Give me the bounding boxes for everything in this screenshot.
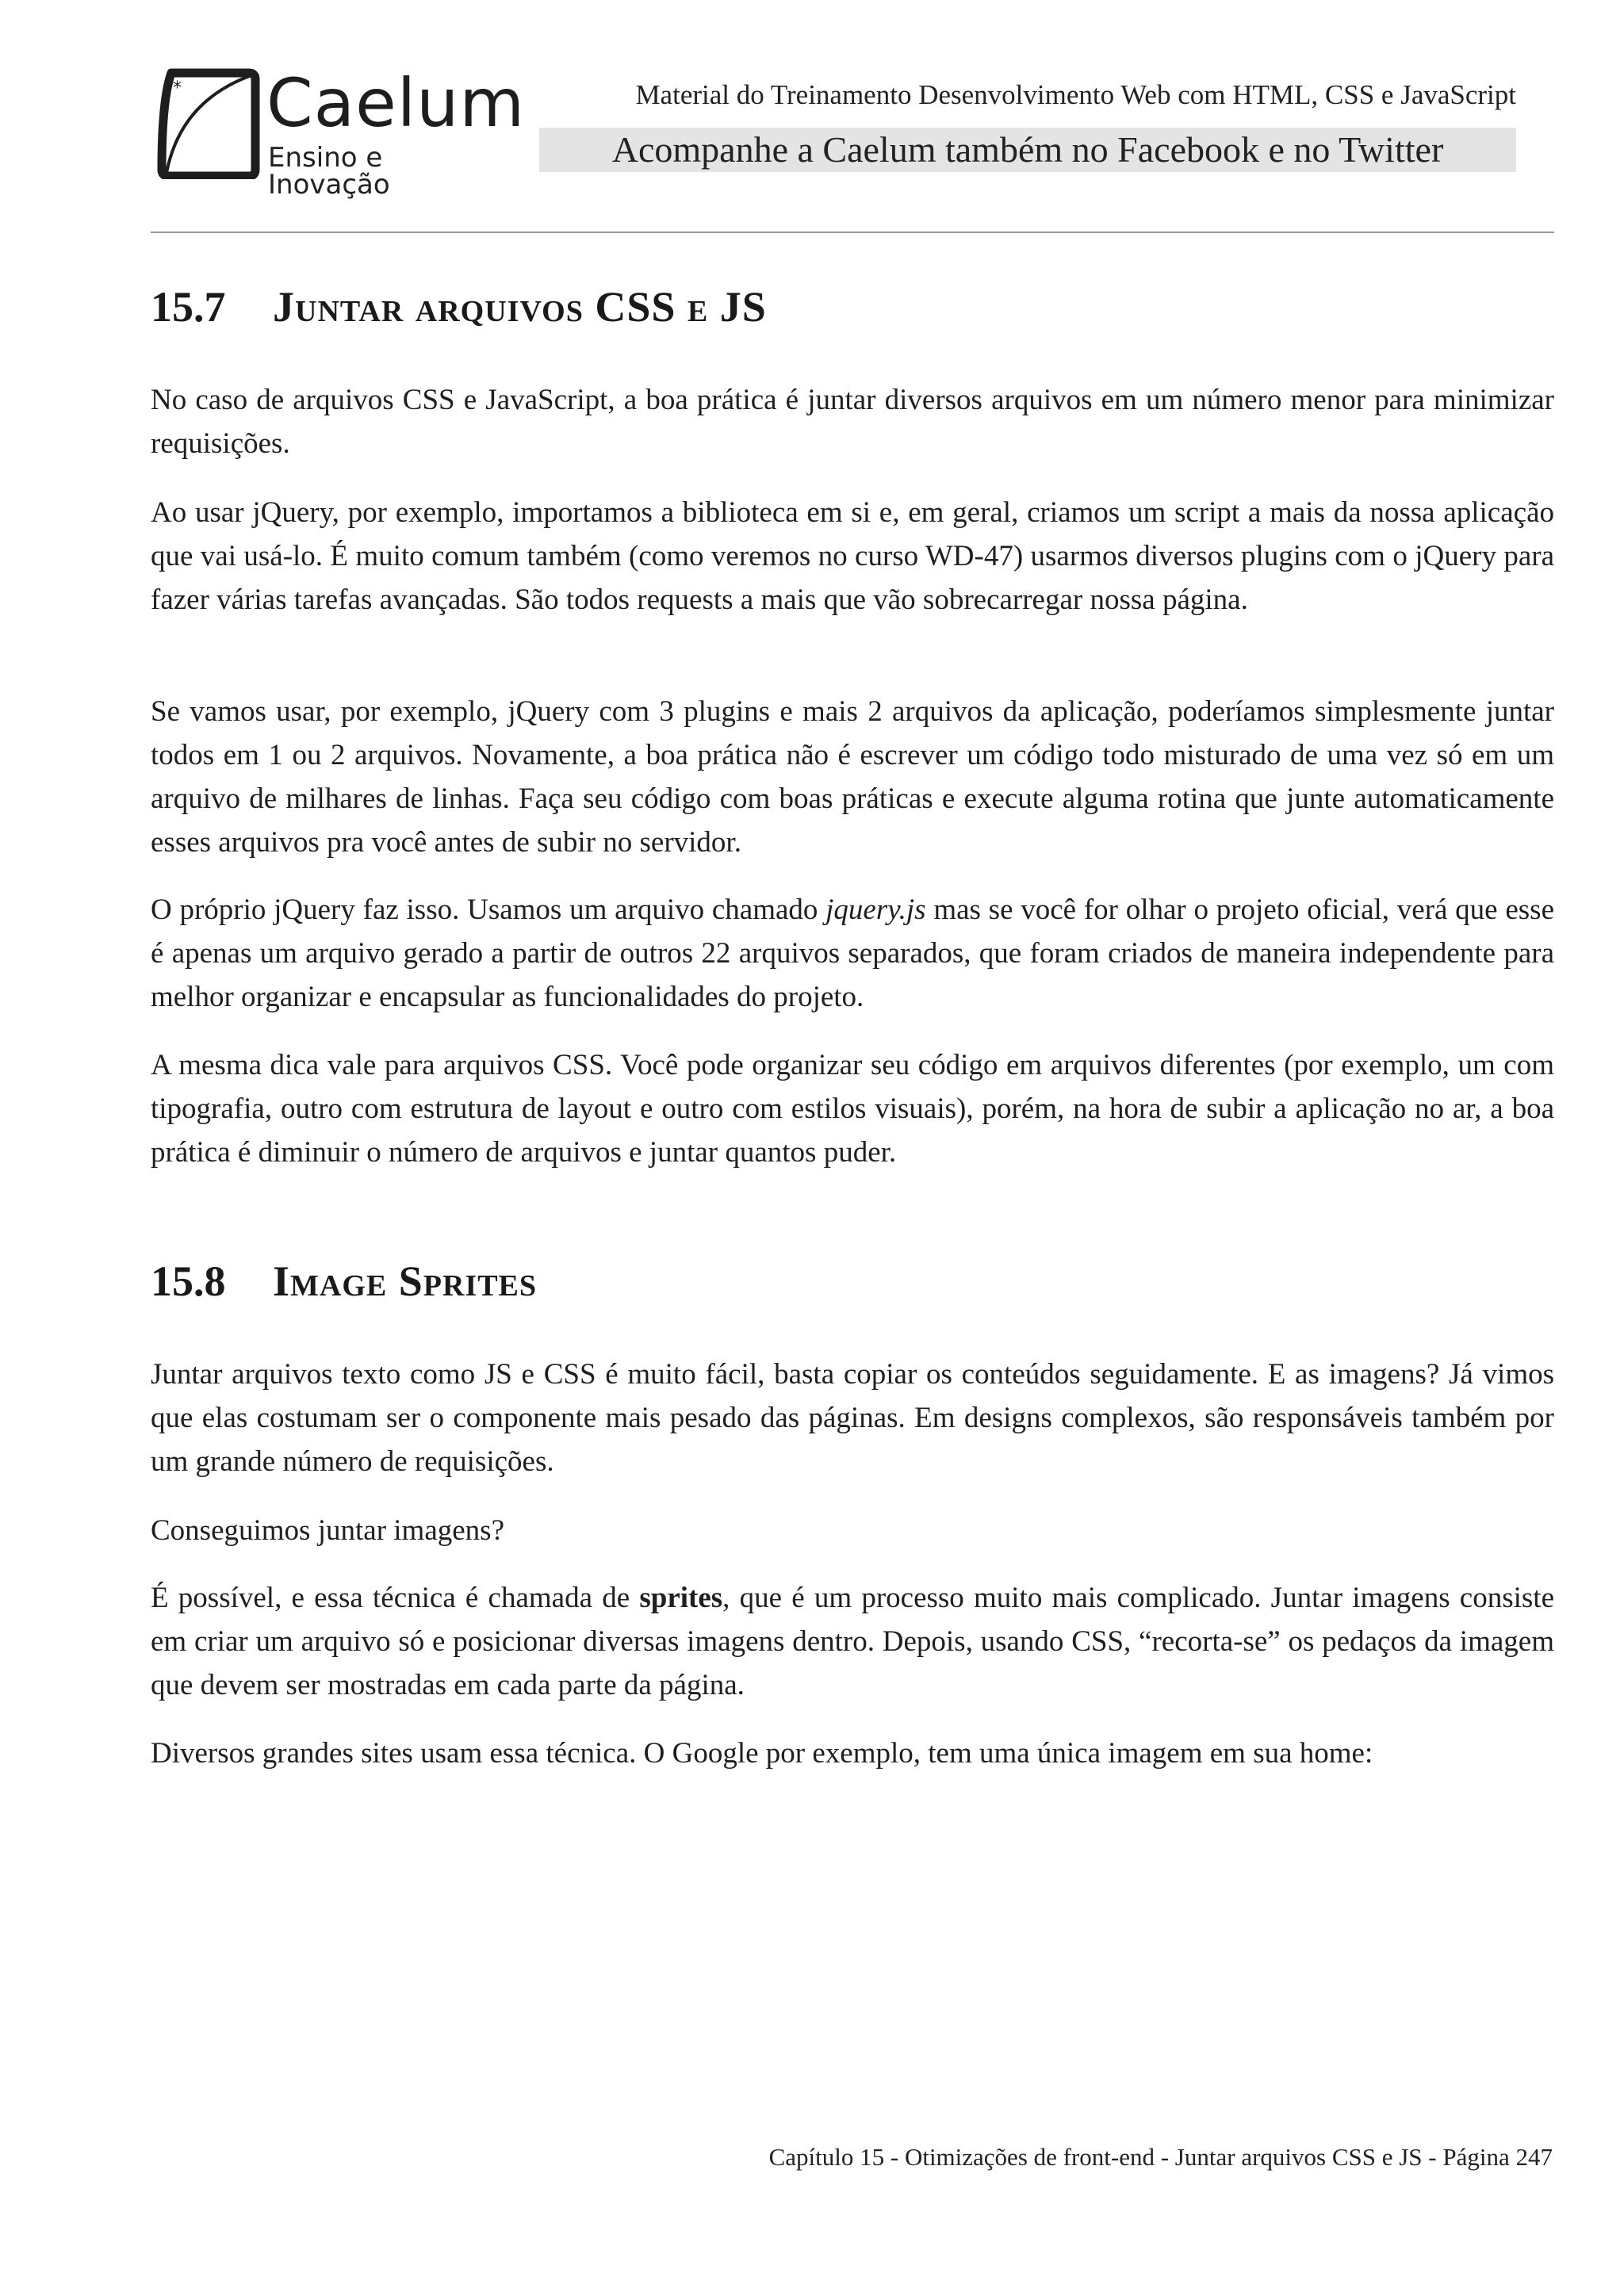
logo-mark-icon [157,68,260,179]
section-title: Juntar arquivos CSS e JS [273,283,767,331]
paragraph-text: É possível, e essa técnica é chamada de [151,1582,640,1614]
page-footer: Capítulo 15 - Otimizações de front-end - Juntar arquivos CSS e JS - Página 247 [768,2143,1553,2171]
paragraph: Conseguimos juntar imagens? [151,1514,504,1547]
material-title: Material do Treinamento Desenvolvimento Web com HTML, CSS e JavaScript [635,79,1516,110]
caelum-logo [157,64,526,201]
logo-name: Caelum [266,64,526,142]
header-divider [151,232,1554,233]
section-number: 15.7 [151,283,226,331]
logo-tagline: Ensino e Inovação [268,142,390,201]
paragraph-text: , que é um processo muito mais complicado. Juntar imagens consiste em criar um arquivo só e posicionar diversas imagens dentro. Depois, usando CSS, “recorta-se” os pedaços da imagem que devem ser mostradas em cada parte da página. [151,1582,1554,1701]
term-strong: sprites [639,1582,723,1614]
paragraph: Diversos grandes sites usam essa técnica. O Google por exemplo, tem uma única imagem em sua home: [151,1737,1373,1770]
social-tagline: Acompanhe a Caelum também no Facebook e no Twitter [539,128,1516,172]
paragraph: Ao usar jQuery, por exemplo, importamos a biblioteca em si e, em geral, criamos um script a mais da nossa aplicação que vai usá-lo. É muito comum também (como veremos no curso WD-47) usarmos diversos plugins com o jQuery para fazer várias tarefas avançadas. São todos requests a mais que vão sobrecarregar nossa página. [151,496,1554,616]
paragraph: No caso de arquivos CSS e JavaScript, a boa prática é juntar diversos arquivos em um número menor para minimizar requisições. [151,384,1554,460]
section-number: 15.8 [151,1257,226,1305]
paragraph: A mesma dica vale para arquivos CSS. Você pode organizar seu código em arquivos diferentes (por exemplo, um com tipografia, outro com estrutura de layout e outro com estilos visuais), porém, na hora de subir a aplicação no ar, a boa prática é diminuir o número de arquivos e juntar quantos puder. [151,1049,1554,1169]
paragraph: Juntar arquivos texto como JS e CSS é muito fácil, basta copiar os conteúdos seguidamente. E as imagens? Já vimos que elas costumam ser o componente mais pesado das páginas. Em designs complexos, são responsáveis também por um grande número de requisições. [151,1358,1554,1478]
paragraph [151,888,1554,1019]
section-heading [151,1257,537,1306]
filename-emphasis: jquery.js [825,894,926,926]
paragraph-text: O próprio jQuery faz isso. Usamos um arquivo chamado [151,894,826,926]
paragraph-text: mas se você for olhar o projeto oficial, verá que esse é apenas um arquivo gerado a partir de outros 22 arquivos separados, que foram criados de maneira independente para melhor organizar e encapsular as funcionalidades do projeto. [151,894,1554,1013]
paragraph: Se vamos usar, por exemplo, jQuery com 3 plugins e mais 2 arquivos da aplicação, poderíamos simplesmente juntar todos em 1 ou 2 arquivos. Novamente, a boa prática não é escrever um código todo misturado de uma vez só em um arquivo de milhares de linhas. Faça seu código com boas práticas e execute alguma rotina que junte automaticamente esses arquivos pra você antes de subir no servidor. [151,695,1554,859]
svg-text:*: * [173,78,182,98]
section-heading [151,282,767,331]
paragraph [151,1576,1554,1707]
section-title: Image Sprites [273,1257,538,1305]
